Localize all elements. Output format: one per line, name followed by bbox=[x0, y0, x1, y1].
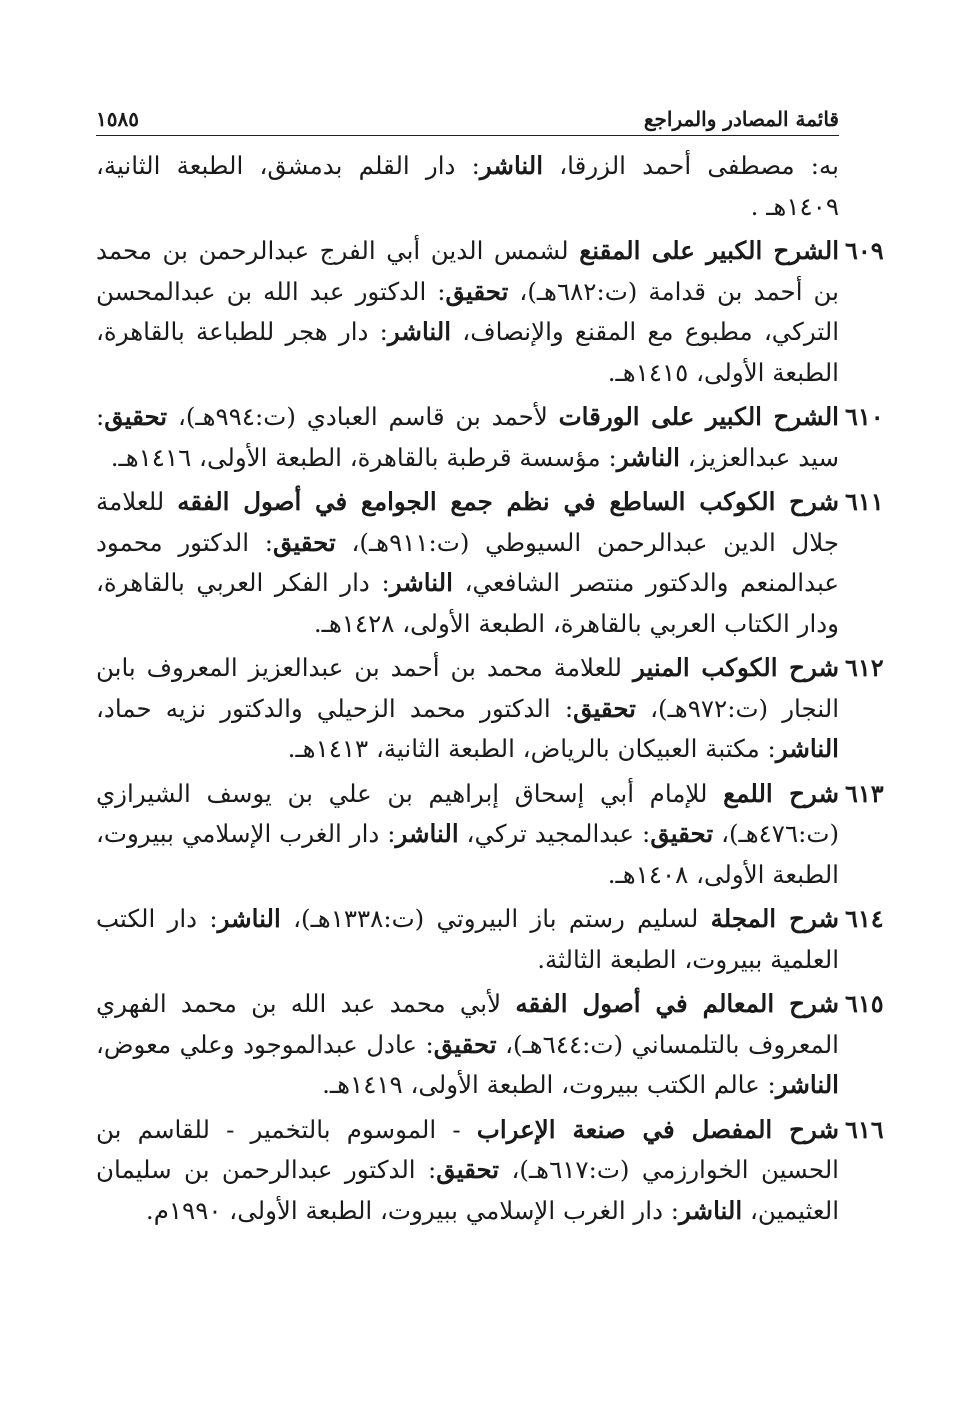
entry-bold-text: الناشر bbox=[679, 1195, 743, 1225]
entry-bold-text: شرح الكوكب المنير bbox=[632, 653, 840, 682]
entry-plain-text: للعلامة محمد بن أحمد بن عبدالعزيز المعروف بابن النجار (ت:٩٧٢هـ)، bbox=[96, 653, 839, 723]
entry-bold-text: الناشر bbox=[217, 904, 281, 933]
continued-entry bbox=[96, 146, 839, 227]
entry-plain-text: : سيد عبدالعزيز، bbox=[96, 402, 839, 472]
entry-number: ٦١٣ bbox=[845, 778, 884, 808]
bibliography-entry bbox=[96, 899, 884, 980]
bibliography-list bbox=[96, 146, 884, 1235]
entry-bold-text: الناشر bbox=[616, 442, 680, 472]
entry-number: ٦١٥ bbox=[845, 989, 884, 1018]
entry-plain-text: : عالم الكتب ببيروت، الطبعة الأولى، ١٤١٩هـ. bbox=[322, 1070, 776, 1099]
entry-plain-text: : الدكتور عبد الله بن عبدالمحسن التركي، مطبوع مع المقنع والإنصاف، bbox=[96, 276, 839, 346]
entry-number: ٦١١ bbox=[845, 487, 884, 516]
entry-number: ٦٠٩ bbox=[845, 236, 884, 265]
entry-plain-text: : دار هجر للطباعة بالقاهرة، الطبعة الأولى، ١٤١٥هـ. bbox=[96, 317, 839, 387]
entry-number: ٦١٤ bbox=[845, 904, 884, 933]
entry-text bbox=[96, 397, 839, 478]
bibliography-entry bbox=[96, 774, 884, 896]
entry-plain-text: : دار الكتب العلمية ببيروت، الطبعة الثالثة. bbox=[96, 904, 839, 974]
entry-plain-text: لسليم رستم باز البيروتي (ت:١٣٣٨هـ)، bbox=[280, 904, 711, 933]
entry-text bbox=[96, 984, 839, 1106]
entry-bold-text: تحقيق bbox=[272, 527, 336, 557]
page-number: ١٥٨٥ bbox=[96, 107, 139, 131]
entry-text bbox=[96, 482, 839, 644]
entry-plain-text: لأبي محمد عبد الله بن محمد الفهري المعروف بالتلمساني (ت:٦٤٤هـ)، bbox=[96, 989, 839, 1059]
bibliography-entry bbox=[96, 1110, 884, 1232]
entry-plain-text: : عبدالمجيد تركي، bbox=[458, 819, 651, 848]
entry-bold-text: تحقيق bbox=[650, 819, 714, 848]
entry-plain-text: : دار الغرب الإسلامي ببيروت، الطبعة الأولى، ١٩٩٠م. bbox=[145, 1195, 680, 1225]
entry-text bbox=[96, 648, 839, 770]
entry-plain-text: للإمام أبي إسحاق إبراهيم بن علي بن يوسف الشيرازي (ت:٤٧٦هـ)، bbox=[96, 778, 840, 848]
entry-bold-text: تحقيق bbox=[445, 276, 509, 306]
entry-plain-text: : عادل عبدالموجود وعلي معوض، bbox=[96, 1029, 434, 1059]
entries-container bbox=[96, 231, 884, 1231]
entry-bold-text: شرح المفصل في صنعة الإعراب bbox=[476, 1114, 840, 1144]
entry-plain-text: لأحمد بن قاسم العبادي (ت:٩٩٤هـ)، bbox=[167, 402, 559, 431]
bibliography-entry bbox=[96, 648, 884, 770]
entry-text bbox=[96, 1110, 839, 1232]
entry-bold-text: شرح المعالم في أصول الفقه bbox=[515, 989, 839, 1018]
bibliography-entry bbox=[96, 482, 884, 644]
entry-plain-text: : الدكتور محمد الزحيلي والدكتور نزيه حماد، bbox=[96, 693, 574, 723]
entry-text bbox=[96, 231, 839, 393]
entry-plain-text: : دار الفكر العربي بالقاهرة، ودار الكتاب العربي بالقاهرة، الطبعة الأولى، ١٤٢٨هـ. bbox=[96, 568, 839, 638]
entry-plain-text: : دار الغرب الإسلامي ببيروت، الطبعة الأولى، ١٤٠٨هـ. bbox=[96, 819, 839, 889]
running-title: قائمة المصادر والمراجع bbox=[643, 107, 839, 131]
entry-plain-text: للعلامة جلال الدين عبدالرحمن السيوطي (ت:٩١١هـ)، bbox=[96, 487, 839, 557]
entry-plain-text: : الدكتور عبدالرحمن بن سليمان العثيمين، bbox=[96, 1155, 839, 1225]
running-header bbox=[96, 96, 839, 136]
entry-plain-text: لشمس الدين أبي الفرج عبدالرحمن بن محمد بن أحمد بن قدامة (ت:٦٨٢هـ)، bbox=[96, 236, 839, 306]
entry-bold-text: الناشر bbox=[775, 1070, 839, 1099]
publisher-label: الناشر bbox=[479, 151, 544, 180]
entry-bold-text: تحقيق bbox=[436, 1155, 500, 1184]
continued-text-1: به: مصطفى أحمد الزرقا، bbox=[543, 151, 839, 180]
entry-plain-text: : الدكتور محمود عبدالمنعم والدكتور منتصر الشافعي، bbox=[96, 527, 839, 597]
bibliography-entry bbox=[96, 984, 884, 1106]
entry-bold-text: تحقيق bbox=[104, 402, 168, 431]
entry-bold-text: تحقيق bbox=[573, 693, 636, 723]
entry-number: ٦١٠ bbox=[845, 402, 884, 431]
continued-text-2: : دار القلم بدمشق، الطبعة الثانية، ١٤٠٩هـ . bbox=[96, 151, 839, 221]
entry-bold-text: شرح المجلة bbox=[710, 904, 839, 933]
bibliography-entry bbox=[96, 231, 884, 393]
entry-bold-text: الناشر bbox=[775, 734, 839, 763]
entry-bold-text: شرح اللمع bbox=[723, 778, 839, 808]
bibliography-entry bbox=[96, 397, 884, 478]
entry-number: ٦١٦ bbox=[845, 1114, 884, 1144]
entry-bold-text: الناشر bbox=[395, 819, 459, 848]
entry-bold-text: تحقيق bbox=[433, 1029, 497, 1059]
entry-bold-text: الشرح الكبير على المقنع bbox=[579, 236, 840, 265]
entry-bold-text: الشرح الكبير على الورقات bbox=[558, 402, 839, 431]
entry-text bbox=[96, 774, 839, 896]
entry-bold-text: الناشر bbox=[387, 317, 452, 346]
entry-bold-text: الناشر bbox=[389, 568, 453, 597]
entry-plain-text: : مكتبة العبيكان بالرياض، الطبعة الثانية، ١٤١٣هـ. bbox=[287, 734, 776, 763]
entry-bold-text: شرح الكوكب الساطع في نظم جمع الجوامع في أصول الفقه bbox=[177, 487, 839, 516]
entry-plain-text: : مؤسسة قرطبة بالقاهرة، الطبعة الأولى، ١٤١٦هـ. bbox=[110, 442, 617, 472]
entry-text bbox=[96, 899, 839, 980]
entry-plain-text: - الموسوم بالتخمير - للقاسم بن الحسين الخوارزمي (ت:٦١٧هـ)، bbox=[96, 1114, 839, 1184]
entry-number: ٦١٢ bbox=[845, 653, 884, 682]
